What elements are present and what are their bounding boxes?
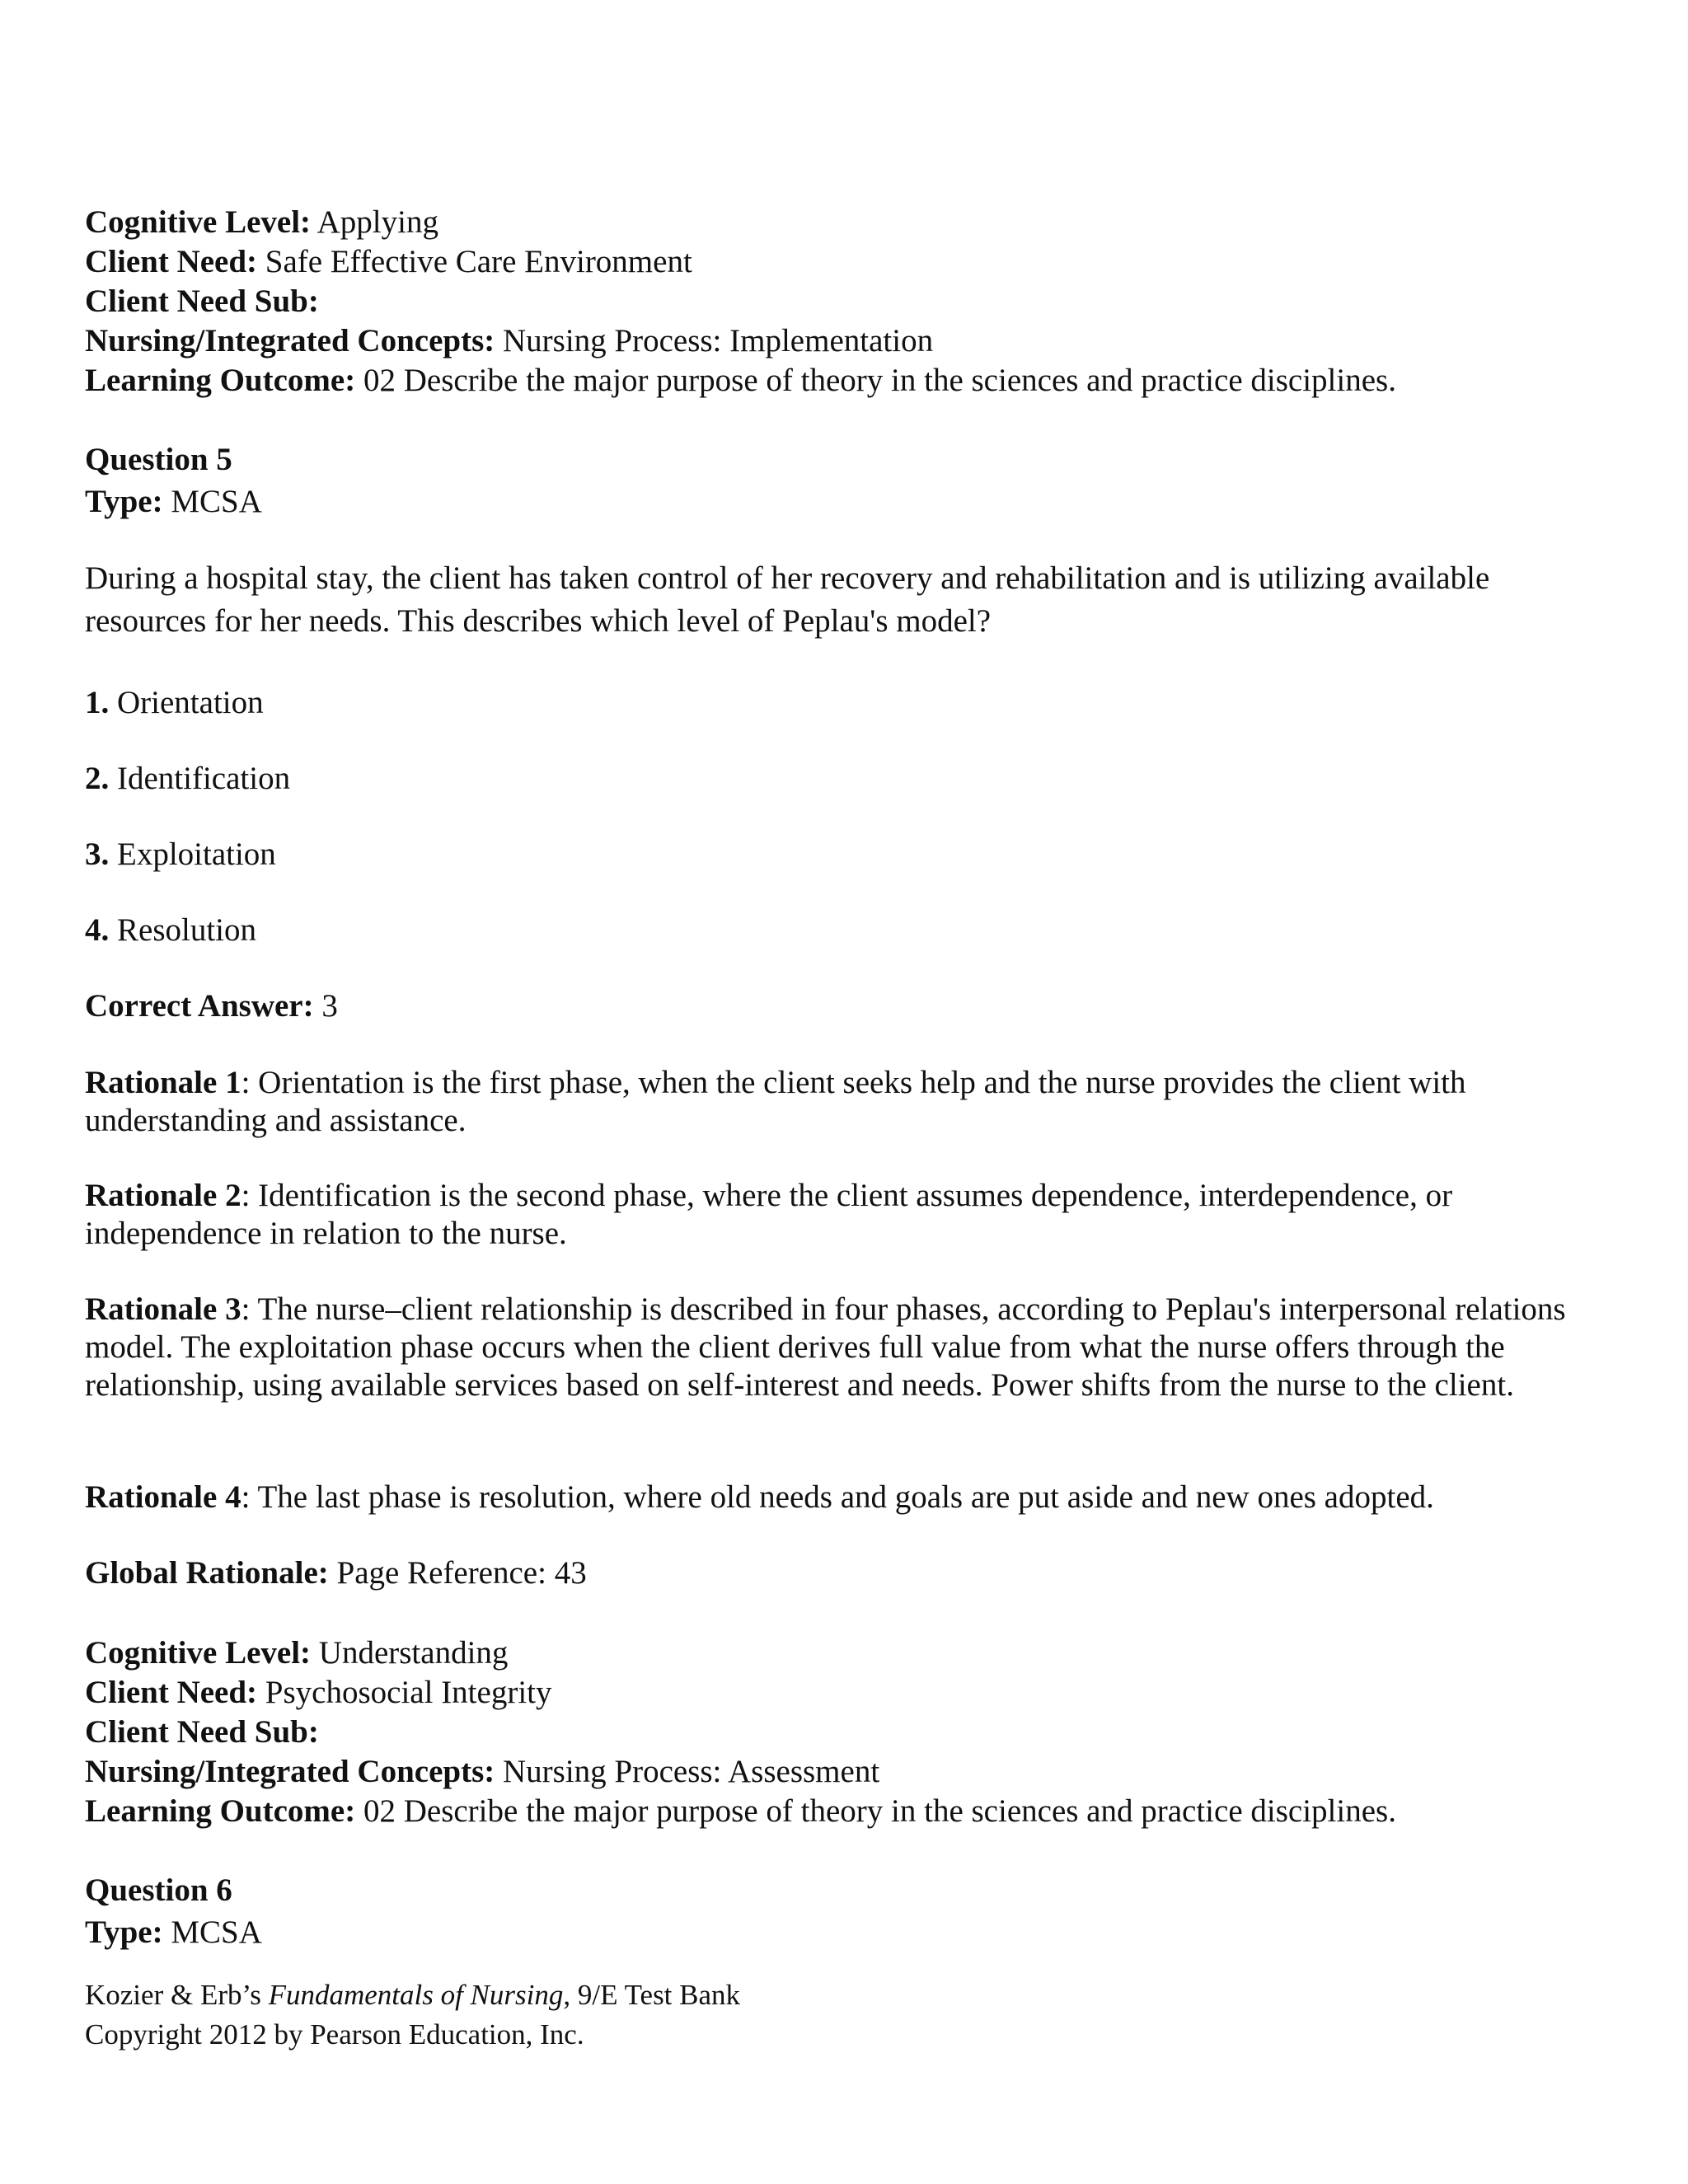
rationale-2: Rationale 2: Identification is the second phase, where the client assumes dependence, interdependence, or independence in relation to the nurse.: [85, 1178, 1453, 1251]
client-need-label: Client Need:: [85, 244, 258, 279]
cognitive-level-value: Applying: [316, 204, 438, 240]
client-need-line: [85, 243, 692, 281]
client-need-value: Psychosocial Integrity: [265, 1675, 552, 1710]
client-need-value: Safe Effective Care Environment: [265, 244, 692, 279]
client-need-sub-line: [85, 283, 319, 321]
nursing-concepts-label: Nursing/Integrated Concepts:: [85, 1754, 495, 1789]
learning-outcome-label: Learning Outcome:: [85, 1793, 356, 1829]
client-need-line: [85, 1674, 551, 1712]
client-need-sub-label: Client Need Sub:: [85, 1714, 319, 1750]
learning-outcome-line: [85, 362, 1396, 400]
footer-book-line: Kozier & Erb’s Fundamentals of Nursing, 9/E Test Bank: [85, 1979, 741, 2011]
rationale-3: Rationale 3: The nurse–client relationship is described in four phases, according to Peplau's interpersonal relations model. The exploitation phase occurs when the client derives full value from what the nurse offers through the relationship, using available services based on self-interest and needs. Power shifts from the nurse to the client.: [85, 1291, 1566, 1403]
type-label: Type:: [85, 484, 163, 519]
client-need-label: Client Need:: [85, 1675, 258, 1710]
correct-answer-value: 3: [321, 988, 338, 1024]
learning-outcome-label: Learning Outcome:: [85, 363, 356, 398]
nursing-concepts-line: [85, 322, 933, 360]
learning-outcome-line: [85, 1793, 1396, 1830]
global-rationale-line: [85, 1554, 587, 1592]
cognitive-level-label: Cognitive Level:: [85, 1635, 312, 1671]
client-need-sub-label: Client Need Sub:: [85, 284, 319, 319]
correct-answer-line: [85, 987, 338, 1025]
nursing-concepts-value: Nursing Process: Implementation: [502, 323, 934, 359]
option-4: 4. Resolution: [85, 912, 257, 948]
rationale-1: Rationale 1: Orientation is the first phase, when the client seeks help and the nurse provides the client with understanding and assistance.: [85, 1065, 1466, 1138]
option-2: 2. Identification: [85, 761, 291, 796]
global-rationale-label: Global Rationale:: [85, 1555, 329, 1591]
cognitive-level-line: [85, 204, 438, 241]
learning-outcome-value: 02 Describe the major purpose of theory in the sciences and practice disciplines.: [363, 1793, 1396, 1829]
nursing-concepts-value: Nursing Process: Assessment: [502, 1754, 880, 1789]
cognitive-level-line: [85, 1634, 508, 1672]
cognitive-level-label: Cognitive Level:: [85, 204, 312, 240]
question-type-line: [85, 1914, 262, 1952]
type-label: Type:: [85, 1915, 163, 1950]
question-title: Question 5: [85, 442, 232, 477]
global-rationale-value: Page Reference: 43: [336, 1555, 587, 1591]
nursing-concepts-label: Nursing/Integrated Concepts:: [85, 323, 495, 359]
question-stem: During a hospital stay, the client has taken control of her recovery and rehabilitation and is utilizing available resources for her needs. This describes which level of Peplau's model?: [85, 560, 1490, 639]
learning-outcome-value: 02 Describe the major purpose of theory in the sciences and practice disciplines.: [363, 363, 1396, 398]
option-1: 1. Orientation: [85, 685, 264, 720]
option-3: 3. Exploitation: [85, 837, 276, 872]
rationale-4: Rationale 4: The last phase is resolution, where old needs and goals are put aside and new ones adopted.: [85, 1479, 1434, 1515]
client-need-sub-line: [85, 1713, 319, 1751]
type-value: MCSA: [171, 1915, 262, 1950]
cognitive-level-value: Understanding: [318, 1635, 509, 1671]
nursing-concepts-line: [85, 1753, 879, 1791]
question-type-line: [85, 483, 262, 521]
type-value: MCSA: [171, 484, 262, 519]
correct-answer-label: Correct Answer:: [85, 988, 314, 1024]
question-title: Question 6: [85, 1872, 232, 1908]
book-title: Fundamentals of Nursing: [268, 1979, 564, 2011]
footer-copyright: Copyright 2012 by Pearson Education, Inc.: [85, 2018, 584, 2050]
